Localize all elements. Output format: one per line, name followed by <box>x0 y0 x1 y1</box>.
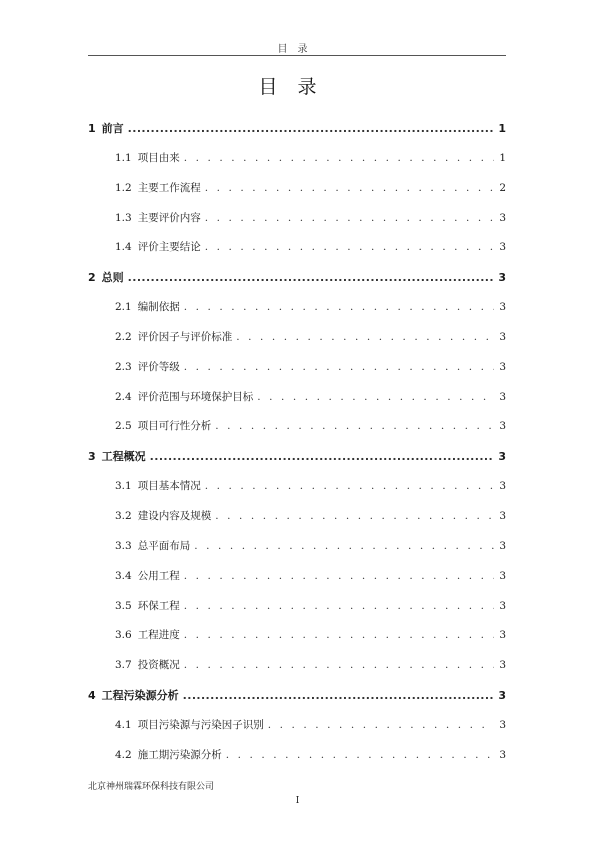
toc-entry-number: 3.7 <box>115 659 132 672</box>
toc-entry-title: 项目可行性分析 <box>137 420 212 433</box>
toc-entry-title: 评价主要结论 <box>137 241 201 254</box>
toc-entry-title: 项目污染源与污染因子识别 <box>137 718 264 731</box>
toc-entry-title: 工程概况 <box>101 450 146 464</box>
toc-section-entry[interactable] <box>88 508 506 538</box>
toc-entry-label <box>115 299 180 314</box>
toc-entry-title: 主要评价内容 <box>137 211 201 224</box>
toc-entry-title: 公用工程 <box>137 569 180 582</box>
toc-entry-label <box>115 150 180 165</box>
footer-company-name: 北京神州瑞霖环保科技有限公司 <box>88 782 215 792</box>
toc-chapter-entry[interactable] <box>88 120 506 150</box>
toc-entry-title: 前言 <box>101 122 124 135</box>
toc-entry-number: 1.1 <box>115 151 132 164</box>
toc-entry-number: 1.2 <box>115 181 132 194</box>
toc-entry-number: 1 <box>88 122 96 135</box>
toc-entry-label <box>115 478 201 493</box>
toc-dot-leader <box>183 689 494 702</box>
toc-section-entry[interactable] <box>88 747 506 777</box>
toc-entry-title: 工程进度 <box>137 629 180 642</box>
toc-section-entry[interactable] <box>88 180 506 210</box>
page-title: 目录 <box>258 76 337 98</box>
toc-section-entry[interactable] <box>88 299 506 329</box>
toc-entry-number: 2.5 <box>115 420 132 433</box>
toc-dot-leader <box>128 271 494 284</box>
toc-entry-label <box>115 418 211 433</box>
toc-section-entry[interactable] <box>88 359 506 389</box>
toc-entry-number: 3.4 <box>115 569 132 582</box>
toc-chapter-entry[interactable] <box>88 448 506 478</box>
toc-section-entry[interactable] <box>88 418 506 448</box>
toc-entry-label <box>88 269 124 285</box>
toc-dot-leader <box>268 719 494 731</box>
toc-entry-page: 3 <box>498 271 506 285</box>
toc-entry-label <box>115 657 180 672</box>
toc-entry-number: 3.6 <box>115 629 132 642</box>
toc-entry-page: 3 <box>499 330 506 343</box>
toc-entry-page: 3 <box>499 241 506 254</box>
toc-entry-number: 2.1 <box>115 301 132 314</box>
page-number: I <box>295 796 300 806</box>
toc-entry-title: 项目基本情况 <box>137 480 201 493</box>
toc-entry-label <box>115 717 264 732</box>
toc-dot-leader <box>205 480 494 492</box>
toc-dot-leader <box>236 331 494 343</box>
toc-dot-leader <box>184 361 494 373</box>
toc-entry-number: 3 <box>88 450 96 464</box>
toc-section-entry[interactable] <box>88 478 506 508</box>
toc-entry-title: 评价因子与评价标准 <box>137 330 233 343</box>
running-header: 目录 <box>277 44 318 55</box>
toc-entry-page: 1 <box>498 122 506 135</box>
toc-entry-label <box>115 389 253 404</box>
toc-entry-label <box>115 747 222 762</box>
header-rule <box>88 55 506 56</box>
toc-dot-leader <box>205 212 494 224</box>
toc-entry-number: 1.3 <box>115 211 132 224</box>
toc-entry-page: 3 <box>499 420 506 433</box>
toc-entry-label <box>88 120 124 136</box>
toc-section-entry[interactable] <box>88 239 506 269</box>
toc-entry-label <box>115 568 180 583</box>
toc-chapter-entry[interactable] <box>88 687 506 717</box>
toc-dot-leader <box>226 749 494 761</box>
toc-section-entry[interactable] <box>88 568 506 598</box>
toc-entry-title: 编制依据 <box>137 301 180 314</box>
toc-entry-label <box>88 687 179 703</box>
toc-entry-label <box>115 627 180 642</box>
toc-entry-label <box>115 359 180 374</box>
toc-entry-number: 2.3 <box>115 360 132 373</box>
toc-entry-title: 主要工作流程 <box>137 181 201 194</box>
toc-entry-label <box>88 448 146 464</box>
toc-section-entry[interactable] <box>88 717 506 747</box>
toc-entry-number: 4 <box>88 689 96 703</box>
toc-dot-leader <box>205 182 494 194</box>
toc-entry-label <box>115 538 190 553</box>
toc-dot-leader <box>150 450 494 463</box>
toc-entry-title: 投资概况 <box>137 659 180 672</box>
toc-entry-page: 3 <box>499 569 506 582</box>
toc-entry-page: 3 <box>499 360 506 373</box>
toc-section-entry[interactable] <box>88 150 506 180</box>
toc-entry-page: 3 <box>499 629 506 642</box>
toc-entry-title: 建设内容及规模 <box>137 509 212 522</box>
toc-entry-label <box>115 508 211 523</box>
toc-entry-number: 2.4 <box>115 390 132 403</box>
toc-section-entry[interactable] <box>88 389 506 419</box>
toc-entry-page: 3 <box>498 689 506 703</box>
toc-section-entry[interactable] <box>88 627 506 657</box>
toc-entry-label <box>115 598 180 613</box>
toc-entry-page: 1 <box>499 151 506 164</box>
toc-dot-leader <box>205 241 494 253</box>
toc-dot-leader <box>184 659 494 671</box>
toc-entry-title: 项目由来 <box>137 151 180 164</box>
toc-section-entry[interactable] <box>88 210 506 240</box>
toc-dot-leader <box>184 301 494 313</box>
toc-entry-number: 2.2 <box>115 330 132 343</box>
toc-entry-page: 3 <box>499 301 506 314</box>
toc-entry-number: 4.2 <box>115 748 132 761</box>
toc-entry-label <box>115 329 232 344</box>
toc-entry-number: 3.1 <box>115 480 132 493</box>
toc-entry-title: 工程污染源分析 <box>101 689 179 703</box>
toc-dot-leader <box>215 510 494 522</box>
toc-entry-number: 4.1 <box>115 718 132 731</box>
toc-entry-page: 3 <box>499 748 506 761</box>
toc-entry-page: 3 <box>499 718 506 731</box>
toc-entry-number: 3.2 <box>115 509 132 522</box>
toc-section-entry[interactable] <box>88 657 506 687</box>
toc-dot-leader <box>184 570 494 582</box>
toc-section-entry[interactable] <box>88 329 506 359</box>
table-of-contents <box>88 120 506 777</box>
toc-entry-page: 3 <box>499 659 506 672</box>
toc-entry-label <box>115 210 201 225</box>
toc-dot-leader <box>257 391 494 403</box>
toc-dot-leader <box>184 600 494 612</box>
toc-entry-title: 评价等级 <box>137 360 180 373</box>
toc-section-entry[interactable] <box>88 538 506 568</box>
toc-entry-title: 施工期污染源分析 <box>137 748 222 761</box>
toc-entry-number: 1.4 <box>115 241 132 254</box>
toc-entry-title: 总平面布局 <box>137 539 191 552</box>
toc-dot-leader <box>215 420 494 432</box>
toc-entry-number: 2 <box>88 271 96 285</box>
toc-entry-page: 3 <box>498 450 506 464</box>
toc-entry-page: 2 <box>499 181 506 194</box>
toc-entry-page: 3 <box>499 539 506 552</box>
toc-entry-page: 3 <box>499 390 506 403</box>
toc-dot-leader <box>194 540 494 552</box>
toc-chapter-entry[interactable] <box>88 269 506 299</box>
toc-entry-page: 3 <box>499 211 506 224</box>
toc-entry-title: 环保工程 <box>137 599 180 612</box>
toc-dot-leader <box>128 122 494 135</box>
toc-entry-label <box>115 180 201 195</box>
toc-entry-label <box>115 239 201 254</box>
toc-entry-title: 评价范围与环境保护目标 <box>137 390 254 403</box>
toc-entry-number: 3.3 <box>115 539 132 552</box>
toc-entry-page: 3 <box>499 599 506 612</box>
toc-section-entry[interactable] <box>88 598 506 628</box>
toc-entry-number: 3.5 <box>115 599 132 612</box>
toc-entry-page: 3 <box>499 509 506 522</box>
toc-dot-leader <box>184 152 494 164</box>
toc-dot-leader <box>184 629 494 641</box>
toc-entry-page: 3 <box>499 480 506 493</box>
toc-entry-title: 总则 <box>101 271 124 285</box>
